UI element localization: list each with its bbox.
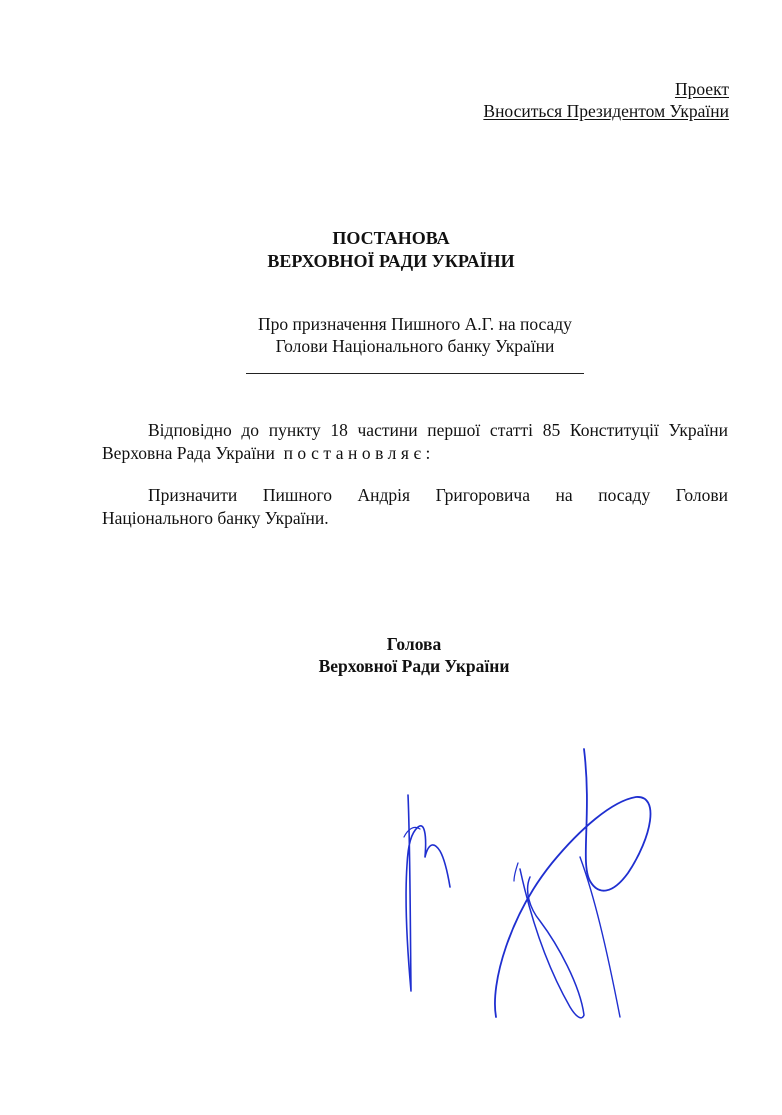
signature-stroke-sweep <box>520 869 584 1018</box>
paragraph-decision <box>102 484 728 530</box>
subject-line-2: Голови Національного банку України <box>275 336 555 356</box>
submitter-label: Вноситься Президентом України <box>483 101 729 121</box>
signature-stroke-left <box>406 795 450 991</box>
signature-stroke-sweep-inner <box>580 857 620 1017</box>
subject-line-1: Про призначення Пишного А.Г. на посаду <box>258 314 572 334</box>
title-line-1: ПОСТАНОВА <box>332 228 450 248</box>
handwritten-signature <box>380 745 670 1025</box>
signatory-line-2: Верховної Ради України <box>318 656 510 676</box>
paragraph-basis-text: Відповідно до пункту 18 частини першої статті 85 Конституції України Верховна Рада України <box>102 420 728 463</box>
paragraph-decision-line-2: Національного банку України. <box>102 508 329 528</box>
title-line-2: ВЕРХОВНОЇ РАДИ УКРАЇНИ <box>267 251 515 271</box>
paragraph-basis <box>102 419 728 465</box>
signatory-block <box>0 633 782 677</box>
paragraph-decision-line-1: Призначити Пишного Андрія Григоровича на посаду Голови <box>148 485 728 505</box>
subject-divider <box>246 373 584 374</box>
document-title <box>0 227 782 273</box>
draft-label: Проект <box>674 79 729 99</box>
decree-word: постановляє <box>283 443 426 463</box>
document-subject <box>245 313 585 357</box>
signature-stroke-tick <box>514 863 518 881</box>
decree-colon: : <box>425 443 431 463</box>
header-annotation <box>483 78 729 122</box>
signatory-line-1: Голова <box>386 634 442 654</box>
